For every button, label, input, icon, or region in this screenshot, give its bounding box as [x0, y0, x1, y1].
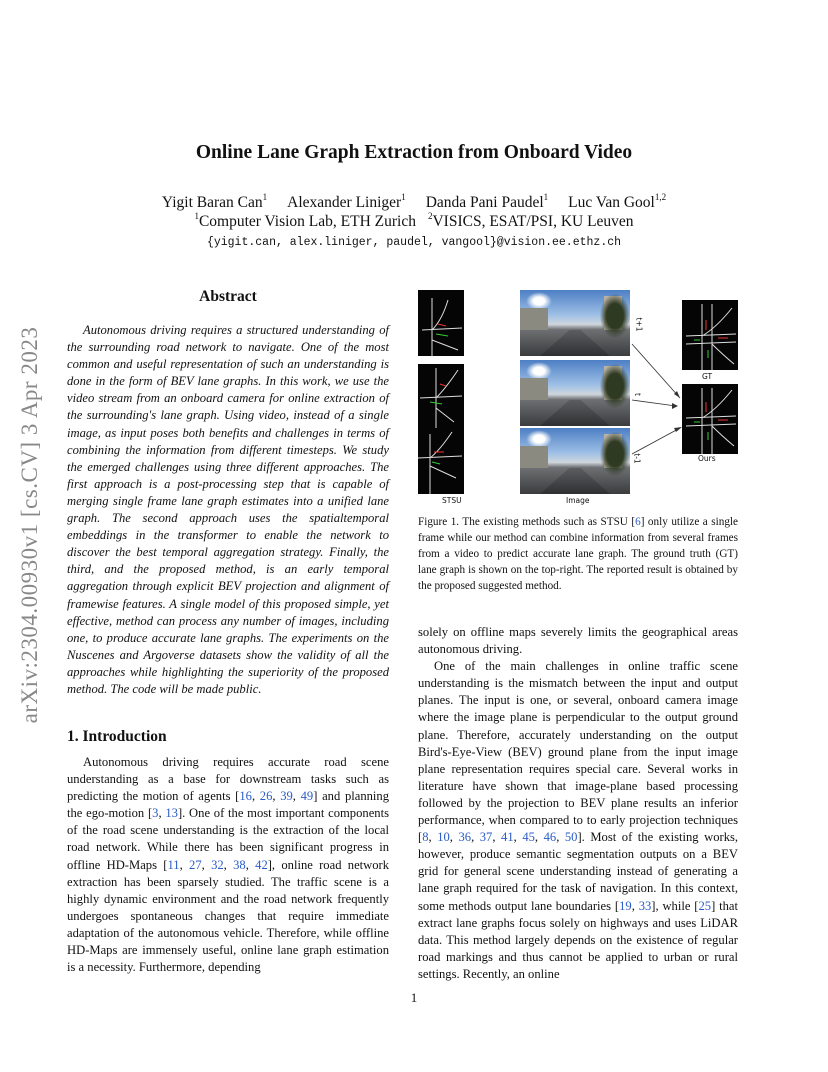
time-label-t: t [632, 393, 642, 396]
time-label-t-plus-1: t+1 [634, 317, 644, 332]
citation-link[interactable]: 10 [437, 830, 450, 845]
ours-label: Ours [698, 454, 716, 463]
abstract-text: Autonomous driving requires a structured understanding of the surrounding road network to navigate. One of the most common and useful representation of such an understanding is done in the form of BEV lane graphs. In this work, we use the video stream from an onboard camera for online extraction of the surrounding's lane graph. Using video, instead of a single image, as input poses both benefits and challenges in terms of combining the information from different timesteps. We study the emerged challenges using three different approaches. The first approach is a post-processing step that is capable of merging single frame lane graph estimates into a unified lane graph. The second approach uses the spatialtemporal embeddings in the transformer to enable the network to discover the best temporal aggregation strategy. Finally, the third, and the proposed method, is an early temporal aggregation through explicit BEV projection and alignment of framewise features. A single model of this proposed simple, yet effective, method can process any number of images, including one, to produce accurate lane graphs. The experiments on the Nuscenes and Argoverse datasets show the validity of all the approaches while highlighting the superiority of the proposed method. The code will be made public. [67, 323, 389, 696]
citation-link[interactable]: 50 [564, 830, 578, 845]
citation-link[interactable]: 42 [255, 857, 268, 872]
citation-link[interactable]: 37 [479, 830, 493, 845]
citation-link[interactable]: 33 [638, 898, 652, 913]
citation-link[interactable]: 6 [635, 516, 641, 528]
author-emails: {yigit.can, alex.liniger, paudel, vangool}@vision.ee.ethz.ch [206, 236, 622, 249]
citation-link[interactable]: 41 [501, 830, 514, 845]
citation-link[interactable]: 45 [522, 830, 535, 845]
page-number: 1 [410, 990, 418, 1005]
citation-link[interactable]: 25 [698, 898, 712, 913]
time-label-t-minus-1: t-1 [632, 453, 642, 464]
author-list [0, 194, 828, 212]
stsu-bev-t-plus-1 [418, 290, 464, 356]
camera-frame-t-minus-1 [520, 428, 630, 494]
continued-paragraph: solely on offline maps severely limits the geographical areas autonomous driving. [418, 625, 738, 657]
challenges-paragraph: One of the main challenges in online traffic scene understanding is the mismatch between the input and output planes. The input is one, or several, onboard camera image where the image plane is perpendicular to the output ground plane. Therefore, accurately understanding on the output Bird's-Eye-View (BEV) ground plane from the input image plane representation requires special care. Several works in literature have shown that image-plane based processing followed by the projection to BEV plane results an inferior performance, when compared to to early projection techniques [8, 10, 36, 37, 41, 45, 46, 50]. Most of the existing works, however, produce semantic segmentation outputs on a BEV grid for general scene understanding instead of generating a lane graph required for the task of navigation. In this context, some methods output lane boundaries [19, 33], while [25] that extract lane graphs focus solely on highways and uses LiDAR data. This method largely depends on the existence of regular road markings and thus cannot be applied to urban or rural settings. Recently, an online [418, 659, 739, 981]
gt-bev [682, 300, 738, 370]
citation-link[interactable]: 38 [233, 857, 246, 872]
citation-link[interactable]: 32 [211, 857, 224, 872]
citation-link[interactable]: 26 [259, 789, 273, 804]
figure-1 [418, 288, 738, 510]
ours-bev [682, 384, 738, 454]
arxiv-identifier-text: arXiv:2304.00930v1 [cs.CV] 3 Apr 2023 [17, 326, 42, 724]
affiliation: $^1$Computer Vision Lab, ETH Zurich [194, 211, 416, 230]
citation-link[interactable]: 49 [300, 789, 314, 804]
citation-link[interactable]: 27 [189, 857, 202, 872]
stsu-bev-t-minus-1 [418, 428, 464, 494]
introduction-paragraph: Autonomous driving requires accurate road scene understanding as a base for downstream tasks such as predicting the motion of agents [16, 26, 39, 49] and planning the ego-motion [3, 13]. One of the most important components of the road scene understanding is the extraction of the local road network. While there has been significant progress in offline HD-Maps [11, 27, 32, 38, 42], online road network extraction has been sparsely studied. The traffic scene is a highly dynamic environment and the road network frequently undergoes spontaneous changes that require immediate adaptation of the autonomous vehicle. Therefore, while offline HD-Maps are immensely useful, online lane graph estimation is a necessity. Furthermore, depending [67, 755, 390, 975]
citation-link[interactable]: 8 [422, 830, 429, 845]
figure-1-caption: Figure 1. The existing methods such as STSU [6] only utilize a single frame while our method can combine information from several frames from a video to predict accurate lane graph. The ground truth (GT) lane graph is shown on the top-right. The reported result is obtained by the proposed suggested method. [418, 516, 738, 592]
citation-link[interactable]: 19 [619, 898, 632, 913]
author-name: Luc Van Gool$^{1,2}$ [568, 192, 667, 211]
camera-frame-t [520, 360, 630, 426]
citation-link[interactable]: 46 [543, 830, 557, 845]
affiliation-list [0, 213, 828, 231]
citation-link[interactable]: 36 [458, 830, 472, 845]
author-name: Alexander Liniger$^1$ [287, 192, 406, 211]
stsu-bev-t [418, 364, 464, 430]
citation-link[interactable]: 11 [167, 857, 180, 872]
citation-link[interactable]: 3 [152, 806, 159, 821]
paper-title: Online Lane Graph Extraction from Onboard Video [195, 142, 633, 163]
citation-link[interactable]: 39 [280, 789, 293, 804]
stsu-label: STSU [442, 496, 462, 505]
introduction-body [67, 754, 389, 976]
abstract-body [67, 322, 389, 698]
author-name: Danda Pani Paudel$^1$ [425, 192, 549, 211]
affiliation: $^2$VISICS, ESAT/PSI, KU Leuven [427, 211, 634, 230]
arxiv-identifier [10, 290, 50, 760]
abstract-heading: Abstract [199, 288, 257, 305]
citation-link[interactable]: 16 [239, 789, 252, 804]
author-name: Yigit Baran Can$^1$ [161, 192, 268, 211]
citation-link[interactable]: 13 [165, 806, 178, 821]
camera-frame-t-plus-1 [520, 290, 630, 356]
introduction-heading: 1. Introduction [67, 728, 167, 745]
right-column-body [418, 624, 738, 983]
image-label: Image [566, 496, 590, 505]
gt-label: GT [702, 372, 713, 381]
